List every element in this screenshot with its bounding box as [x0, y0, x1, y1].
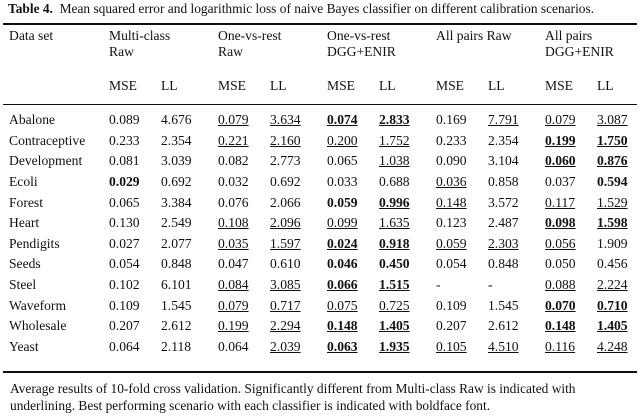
mse-cell: 0.047 [218, 256, 249, 272]
mse-cell: 0.054 [436, 256, 467, 272]
ll-cell: 2.549 [161, 215, 192, 231]
mse-cell: 0.064 [218, 338, 249, 354]
table-footnote: Average results of 10-fold cross validation. Significantly different from Multi-class Raw is indicated with underlining. Best performing scenario with each classifier is indicated with boldface font. [10, 381, 576, 413]
ll-cell: 1.635 [379, 215, 410, 231]
mse-cell: 0.056 [545, 235, 576, 251]
mse-cell: 0.116 [545, 338, 576, 354]
table-row [3, 316, 637, 337]
dataset-name: Waveform [9, 297, 67, 313]
mse-cell: 0.233 [436, 132, 467, 148]
mse-cell: 0.199 [545, 132, 576, 148]
ll-cell: 0.692 [161, 174, 192, 190]
mse-cell: 0.059 [436, 235, 467, 251]
mse-cell: 0.082 [218, 153, 249, 169]
ll-cell: 0.717 [270, 297, 301, 313]
group-header-allpairs-dgg-enir: All pairs DGG+ENIR [545, 28, 614, 59]
mse-cell: 0.054 [109, 256, 140, 272]
mse-cell: 0.070 [545, 297, 576, 313]
mse-cell: 0.064 [109, 338, 140, 354]
mse-cell: 0.079 [218, 112, 249, 128]
dataset-name: Heart [9, 215, 40, 231]
mse-cell: 0.059 [327, 194, 358, 210]
table-row [3, 151, 637, 172]
dataset-header: Data set [9, 28, 54, 43]
mse-cell: 0.207 [436, 318, 467, 334]
mse-cell: 0.117 [545, 194, 576, 210]
mse-cell: 0.079 [545, 112, 576, 128]
dataset-name: Contraceptive [9, 132, 86, 148]
ll-cell: 0.996 [379, 194, 410, 210]
caption-label: Table 4. [8, 1, 53, 16]
ll-cell: 1.038 [379, 153, 410, 169]
mse-cell: 0.148 [436, 194, 467, 210]
mse-cell: 0.090 [436, 153, 467, 169]
mse-header: MSE [545, 78, 573, 94]
mse-cell: 0.033 [327, 174, 358, 190]
ll-cell: 1.752 [379, 132, 410, 148]
mse-cell: 0.108 [218, 215, 249, 231]
ll-cell: 7.791 [488, 112, 519, 128]
mse-cell: 0.207 [109, 318, 140, 334]
mse-cell: 0.169 [436, 112, 467, 128]
table-row [3, 275, 637, 296]
dataset-name: Seeds [9, 256, 41, 272]
mse-cell: 0.148 [327, 318, 358, 334]
ll-cell: 1.515 [379, 277, 410, 293]
ll-header: LL [379, 78, 396, 94]
mse-header: MSE [218, 78, 246, 94]
mse-cell: 0.036 [436, 174, 467, 190]
group-header-multiclass-raw: Multi-class Raw [109, 28, 171, 59]
table-row [3, 110, 637, 131]
mse-header: MSE [109, 78, 137, 94]
ll-cell: 2.487 [488, 215, 519, 231]
ll-cell: 3.085 [270, 277, 301, 293]
mse-cell: 0.065 [327, 153, 358, 169]
top-rule [3, 23, 637, 25]
dataset-name: Steel [9, 277, 37, 293]
ll-header: LL [488, 78, 505, 94]
table-caption [8, 1, 594, 17]
ll-cell: 6.101 [161, 277, 192, 293]
mse-cell: 0.130 [109, 215, 140, 231]
mse-cell: 0.076 [218, 194, 249, 210]
ll-cell: 2.612 [488, 318, 519, 334]
mse-cell: - [436, 277, 441, 293]
ll-cell: 3.104 [488, 153, 519, 169]
ll-header: LL [270, 78, 287, 94]
mse-cell: 0.199 [218, 318, 249, 334]
ll-cell: 0.725 [379, 297, 410, 313]
table-header [3, 28, 637, 60]
ll-cell: 3.384 [161, 194, 192, 210]
mse-cell: 0.029 [109, 174, 140, 190]
mse-cell: 0.089 [109, 112, 140, 128]
dataset-name: Wholesale [9, 318, 67, 334]
ll-cell: 1.597 [270, 235, 301, 251]
mse-cell: 0.148 [545, 318, 576, 334]
ll-cell: 1.909 [597, 235, 628, 251]
mse-cell: 0.063 [327, 338, 358, 354]
ll-cell: 0.450 [379, 256, 410, 272]
ll-header: LL [597, 78, 614, 94]
ll-cell: 0.692 [270, 174, 301, 190]
ll-cell: 0.848 [488, 256, 519, 272]
mse-cell: 0.050 [545, 256, 576, 272]
table-row [3, 213, 637, 234]
ll-cell: 1.598 [597, 215, 628, 231]
mse-cell: 0.084 [218, 277, 249, 293]
mse-cell: 0.099 [327, 215, 358, 231]
ll-cell: 3.087 [597, 112, 628, 128]
ll-cell: 2.039 [270, 338, 301, 354]
mse-cell: 0.027 [109, 235, 140, 251]
mse-cell: 0.200 [327, 132, 358, 148]
mse-cell: 0.088 [545, 277, 576, 293]
ll-cell: 1.935 [379, 338, 410, 354]
mse-cell: 0.098 [545, 215, 576, 231]
mse-cell: 0.221 [218, 132, 249, 148]
ll-cell: 4.510 [488, 338, 519, 354]
mse-cell: 0.081 [109, 153, 140, 169]
group-header-allpairs-raw: All pairs Raw [436, 28, 512, 43]
ll-cell: 2.612 [161, 318, 192, 334]
ll-cell: 0.918 [379, 235, 410, 251]
ll-cell: 3.572 [488, 194, 519, 210]
ll-cell: 1.545 [161, 297, 192, 313]
ll-cell: 0.858 [488, 174, 519, 190]
ll-cell: 3.634 [270, 112, 301, 128]
table-row [3, 295, 637, 316]
ll-cell: 2.077 [161, 235, 192, 251]
ll-cell: 2.066 [270, 194, 301, 210]
ll-cell: 0.594 [597, 174, 628, 190]
mse-cell: 0.060 [545, 153, 576, 169]
mse-cell: 0.024 [327, 235, 358, 251]
ll-cell: 2.224 [597, 277, 628, 293]
ll-cell: 1.529 [597, 194, 628, 210]
dataset-name: Ecoli [9, 174, 38, 190]
mse-cell: 0.037 [545, 174, 576, 190]
ll-cell: 1.405 [379, 318, 410, 334]
mse-cell: 0.079 [218, 297, 249, 313]
table-row [3, 234, 637, 255]
table-row [3, 131, 637, 152]
dataset-name: Yeast [9, 338, 39, 354]
mse-cell: 0.075 [327, 297, 358, 313]
ll-cell: 0.610 [270, 256, 301, 272]
table-row [3, 337, 637, 358]
dataset-name: Abalone [9, 112, 56, 128]
mse-cell: 0.066 [327, 277, 358, 293]
metric-header-row [3, 76, 637, 97]
mse-cell: 0.102 [109, 277, 140, 293]
ll-header: LL [161, 78, 178, 94]
mse-header: MSE [436, 78, 464, 94]
caption-text: Mean squared error and logarithmic loss of naive Bayes classifier on different calibration scenarios. [59, 1, 595, 16]
ll-cell: 0.848 [161, 256, 192, 272]
ll-cell: - [488, 277, 493, 293]
ll-cell: 1.750 [597, 132, 628, 148]
ll-cell: 2.354 [488, 132, 519, 148]
dataset-name: Development [9, 153, 83, 169]
ll-cell: 3.039 [161, 153, 192, 169]
group-header-ovr-dgg-enir: One-vs-rest DGG+ENIR [327, 28, 396, 59]
mse-cell: 0.032 [218, 174, 249, 190]
ll-cell: 2.303 [488, 235, 519, 251]
mse-cell: 0.074 [327, 112, 358, 128]
ll-cell: 4.676 [161, 112, 192, 128]
mse-cell: 0.105 [436, 338, 467, 354]
ll-cell: 2.160 [270, 132, 301, 148]
ll-cell: 2.118 [161, 338, 192, 354]
ll-cell: 2.096 [270, 215, 301, 231]
header-rule [3, 104, 637, 105]
ll-cell: 2.773 [270, 153, 301, 169]
mse-cell: 0.046 [327, 256, 358, 272]
table-body [3, 110, 637, 357]
mse-cell: 0.123 [436, 215, 467, 231]
ll-cell: 1.545 [488, 297, 519, 313]
mse-cell: 0.035 [218, 235, 249, 251]
ll-cell: 1.405 [597, 318, 628, 334]
ll-cell: 4.248 [597, 338, 628, 354]
ll-cell: 0.876 [597, 153, 628, 169]
mse-header: MSE [327, 78, 355, 94]
dataset-name: Pendigits [9, 235, 60, 251]
ll-cell: 0.456 [597, 256, 628, 272]
ll-cell: 2.833 [379, 112, 410, 128]
table-row [3, 172, 637, 193]
dataset-name: Forest [9, 194, 43, 210]
mse-cell: 0.065 [109, 194, 140, 210]
table-row [3, 254, 637, 275]
ll-cell: 0.710 [597, 297, 628, 313]
ll-cell: 2.354 [161, 132, 192, 148]
mse-cell: 0.233 [109, 132, 140, 148]
table-row [3, 192, 637, 213]
mse-cell: 0.109 [109, 297, 140, 313]
ll-cell: 2.294 [270, 318, 301, 334]
mse-cell: 0.109 [436, 297, 467, 313]
bottom-rule [3, 371, 637, 373]
ll-cell: 0.688 [379, 174, 410, 190]
group-header-ovr-raw: One-vs-rest Raw [218, 28, 282, 59]
